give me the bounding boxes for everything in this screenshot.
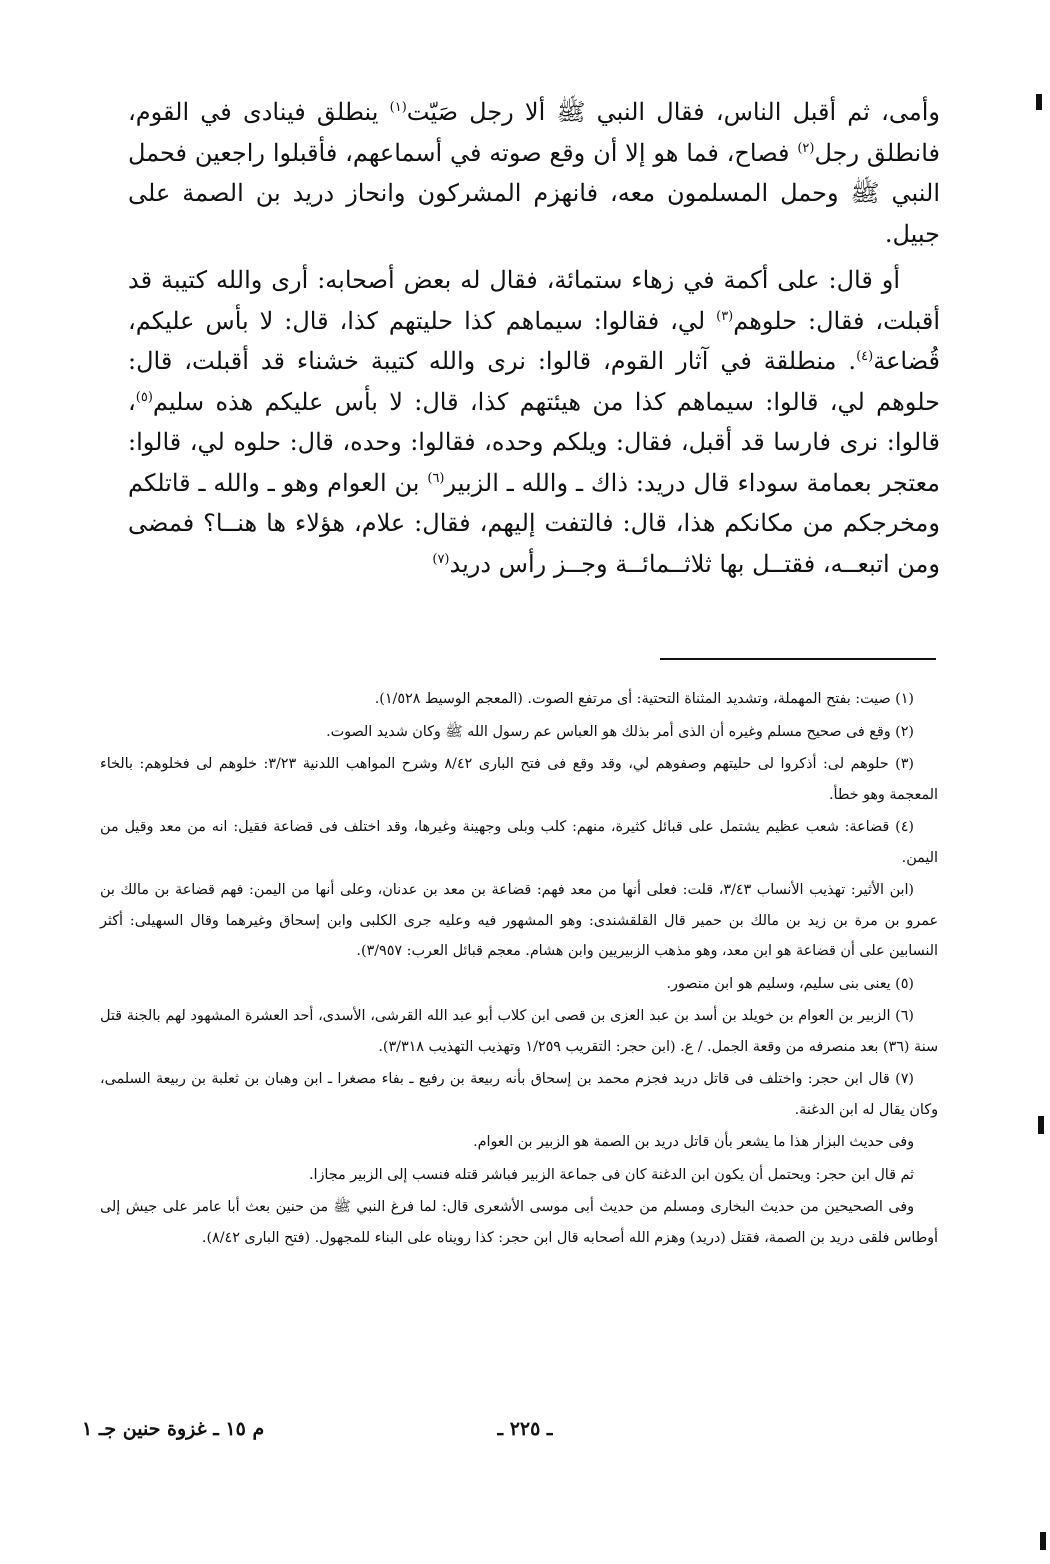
footnote-ref-3: (٣)	[716, 308, 734, 324]
paragraph-1-part-1: وأمى، ثم أقبل الناس، فقال النبي ﷺ ألا رجل صَيّت	[406, 98, 941, 126]
footnote-ref-1: (١)	[389, 100, 407, 115]
paragraph-2-part-4: ، قالوا: نرى فارسا قد أقبل، فقال: ويلكم وحده، فقالوا: وحده، قال: حلوه لي، قالوا: معتجر بعمامة سوداء قال دريد: ذاك ـ والله ـ الزبير	[128, 387, 941, 497]
page-footer	[40, 1418, 1010, 1450]
page-number: ـ ٢٢٥ ـ	[497, 1418, 553, 1440]
footnote-5: (٥) يعنى بنى سليم، وسليم هو ابن منصور.	[666, 975, 914, 992]
footnote-ref-6: (٦)	[427, 470, 445, 486]
footnote-ref-4: (٤)	[856, 349, 874, 364]
paragraph-2-part-1: أو قال: على أكمة في زهاء ستمائة، فقال له بعض أصحابه: أرى والله كتيبة قد أقبلت، فقال: حلوهم	[128, 266, 941, 335]
footnote-7-continued-3: وفى الصحيحين من حديث البخارى ومسلم من حديث أبى موسى الأشعرى قال: لما فرغ النبي ﷺ من حنين بعث أبا عامر على جيش إلى أوطاس فلقى دريد بن الصمة، فقتل (دريد) وهزم الله أصحابه قال ابن حجر: كذا رويناه على البناء للمجهول. (فتح البارى ٨/٤٢).	[100, 1199, 938, 1246]
paragraph-2-part-5: بن العوام وهو ـ والله ـ قاتلكم ومخرجكم من مكانكم هذا، قال: فالتفت إليهم، فقال: علام، هؤلاء ها هنــا؟ فمضى ومن اتبعــه، فقتــل بها ثلاثــمائــة وجــز رأس دريد	[128, 468, 940, 578]
paragraph-1-part-2: ينطلق فينادى في القوم، فانطلق رجل	[128, 98, 940, 167]
footnotes	[100, 684, 938, 1255]
main-text	[128, 92, 940, 590]
paragraph-2-part-3: . منطلقة في آثار القوم، قالوا: نرى والله كتيبة خشناء قد أقبلت، قال: حلوهم لي، قالوا: سيماهم كذا من هيئتهم كذا، قال: لا بأس عليكم هذه سليم	[128, 347, 940, 416]
footnote-7: (٧) قال ابن حجر: واختلف فى قاتل دريد فجزم محمد بن إسحاق بأنه ربيعة بن رفيع ـ بفاء مصغرا ـ ابن وهبان بن ثعلبة بن ربيعة السلمى، وكان يقال له ابن الدغنة.	[100, 1071, 938, 1118]
footnote-ref-2: (٢)	[797, 140, 815, 156]
scan-mark-bottom	[1040, 1532, 1046, 1550]
footnote-1: (١) صيت: بفتح المهملة، وتشديد المثناة التحتية: أى مرتفع الصوت. (المعجم الوسيط ١/٥٢٨).	[374, 691, 914, 707]
book-signature: م ١٥ ـ غزوة حنين جـ ١	[82, 1418, 265, 1440]
footnote-separator	[660, 658, 936, 660]
scan-mark-middle	[1038, 1116, 1044, 1134]
paragraph-1-part-3: فصاح، فما هو إلا أن وقع صوته في أسماعهم، فأقبلوا راجعين فحمل النبي ﷺ وحمل المسلمون معه، فانهزم المشركون وانحاز دريد بن الصمة على جبيل.	[128, 138, 940, 248]
footnote-ref-7: (٧)	[432, 551, 450, 567]
footnote-7-continued-1: وفى حديث البزار هذا ما يشعر بأن قاتل دريد بن الصمة هو الزبير بن العوام.	[473, 1134, 914, 1150]
footnote-4: (٤) قضاعة: شعب عظيم يشتمل على قبائل كثيرة، منهم: كلب وبلى وجهينة وغيرها، وقد اختلف فى قضاعة فقيل: انه من معد وقيل من اليمن.	[100, 819, 938, 866]
footnote-2: (٢) وقع فى صحيح مسلم وغيره أن الذى أمر بذلك هو العباس عم رسول الله ﷺ وكان شديد الصوت.	[326, 723, 914, 740]
paragraph-2	[128, 260, 940, 584]
footnote-6: (٦) الزبير بن العوام بن خويلد بن أسد بن عبد العزى بن قصى ابن كلاب أبو عبد الله القرشى، الأسدى، أحد العشرة المشهود لهم بالجنة قتل سنة (٣٦) بعد منصرفه من وقعة الجمل. / ع. (ابن حجر: التقريب ١/٢٥٩ وتهذيب التهذيب ٣/٣١٨).	[100, 1008, 938, 1055]
footnote-ref-5: (٥)	[135, 389, 153, 405]
paragraph-1	[128, 92, 940, 254]
footnote-4-continued: (ابن الأثير: تهذيب الأنساب ٣/٤٣، قلت: فعلى أنها من معد فهم: قضاعة بن معد بن عدنان، وعلى أنها من اليمن: فهم قضاعة بن مالك بن عمرو بن مرة بن زيد بن مالك بن حمير قال القلقشندى: وهو المشهور فيه وعليه جرى الكلبى وابن إسحاق وغيرهما وقال السهيلى: أكثر النسابين على أن قضاعة هو ابن معد، وهو مذهب الزبيريين وابن هشام. معجم قبائل العرب: ٣/٩٥٧).	[100, 882, 938, 959]
footnote-7-continued-2: ثم قال ابن حجر: ويحتمل أن يكون ابن الدغنة كان فى جماعة الزبير فباشر قتله فنسب إلى الزبير مجازا.	[309, 1166, 914, 1183]
paragraph-2-part-2: لي، فقالوا: سيماهم كذا حليتهم كذا، قال: لا بأس عليكم، قُضاعة	[128, 306, 940, 375]
scan-mark-top	[1036, 94, 1042, 110]
footnote-3: (٣) حلوهم لى: أذكروا لى حليتهم وصفوهم لي، وقد وقع فى فتح البارى ٨/٤٢ وشرح المواهب اللدنية ٣/٢٣: خلوهم لى فخلوهم: بالخاء المعجمة وهو خطأ.	[100, 756, 938, 803]
